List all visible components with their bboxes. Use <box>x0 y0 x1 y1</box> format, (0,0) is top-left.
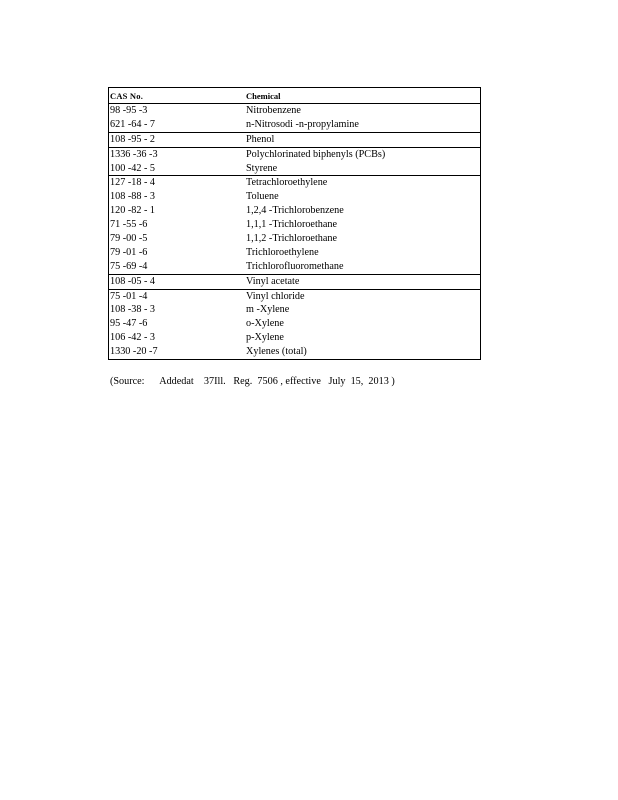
table-row <box>109 260 481 274</box>
chemical-name-cell: Vinyl chloride <box>246 289 481 303</box>
table-row <box>109 303 481 317</box>
chemical-name-cell: o-Xylene <box>246 318 284 330</box>
chemical-name-cell: Styrene <box>246 162 278 174</box>
chemical-name-cell: Toluene <box>246 191 279 203</box>
cas-chemical-table <box>108 87 481 360</box>
cas-number-cell: 106 -42 - 3 <box>110 332 155 344</box>
chemical-column-header: Chemical <box>246 88 481 104</box>
cas-number-cell: 120 -82 - 1 <box>110 205 155 217</box>
table-header-row <box>109 88 481 104</box>
chemical-name-cell: Vinyl acetate <box>246 274 481 289</box>
cas-number-cell: 621 -64 - 7 <box>110 118 155 130</box>
cas-number-cell: 75 -69 -4 <box>110 260 148 272</box>
table-row <box>109 289 481 303</box>
source-note: (Source: Addedat 37Ill. Reg. 7506 , effective July 15, 2013 ) <box>110 376 395 387</box>
chemical-name-cell: Xylenes (total) <box>246 346 307 358</box>
cas-number-cell: 127 -18 - 4 <box>109 176 247 190</box>
chemical-name-cell: 1,1,1 -Trichloroethane <box>246 219 338 231</box>
table-row <box>109 232 481 246</box>
chemical-name-cell: Polychlorinated biphenyls (PCBs) <box>246 147 481 161</box>
chemical-name-cell: Trichlorofluoromethane <box>246 260 344 272</box>
table-row <box>109 317 481 331</box>
cas-column-header: CAS No. <box>109 88 247 104</box>
table-row <box>109 132 481 147</box>
table-row <box>109 176 481 190</box>
chemical-name-cell: Nitrobenzene <box>246 104 301 116</box>
cas-number-cell: 79 -00 -5 <box>110 232 148 244</box>
chemical-name-cell: m -Xylene <box>246 304 290 316</box>
table-row <box>109 345 481 359</box>
table-body <box>109 104 481 360</box>
cas-number-cell: 1330 -20 -7 <box>110 346 158 358</box>
cas-number-cell: 108 -95 - 2 <box>109 132 247 147</box>
table-row <box>109 274 481 289</box>
chemical-name-cell: Phenol <box>246 132 481 147</box>
table-row <box>109 331 481 345</box>
chemical-name-cell: Trichloroethylene <box>246 246 319 258</box>
table-row <box>109 147 481 161</box>
table-row <box>109 218 481 232</box>
chemical-name-cell: 1,1,2 -Trichloroethane <box>246 232 338 244</box>
cas-number-cell: 108 -38 - 3 <box>110 304 155 316</box>
table-row <box>109 118 481 132</box>
cas-number-cell: 108 -05 - 4 <box>109 274 247 289</box>
cas-number-cell: 95 -47 -6 <box>110 318 148 330</box>
table-row <box>109 190 481 204</box>
chemical-name-cell: 1,2,4 -Trichlorobenzene <box>246 205 344 217</box>
table-row <box>109 246 481 260</box>
chemical-name-cell: n-Nitrosodi -n-propylamine <box>246 118 359 130</box>
cas-number-cell: 1336 -36 -3 <box>109 147 247 161</box>
cas-number-cell: 71 -55 -6 <box>110 219 148 231</box>
cas-number-cell: 108 -88 - 3 <box>110 191 155 203</box>
table-row <box>109 162 481 176</box>
cas-number-cell: 75 -01 -4 <box>109 289 247 303</box>
chemical-name-cell: Tetrachloroethylene <box>246 176 481 190</box>
chemical-name-cell: p-Xylene <box>246 332 284 344</box>
cas-number-cell: 100 -42 - 5 <box>110 162 155 174</box>
cas-number-cell: 98 -95 -3 <box>110 104 148 116</box>
cas-number-cell: 79 -01 -6 <box>110 246 148 258</box>
table-row <box>109 204 481 218</box>
table-row <box>109 104 481 118</box>
